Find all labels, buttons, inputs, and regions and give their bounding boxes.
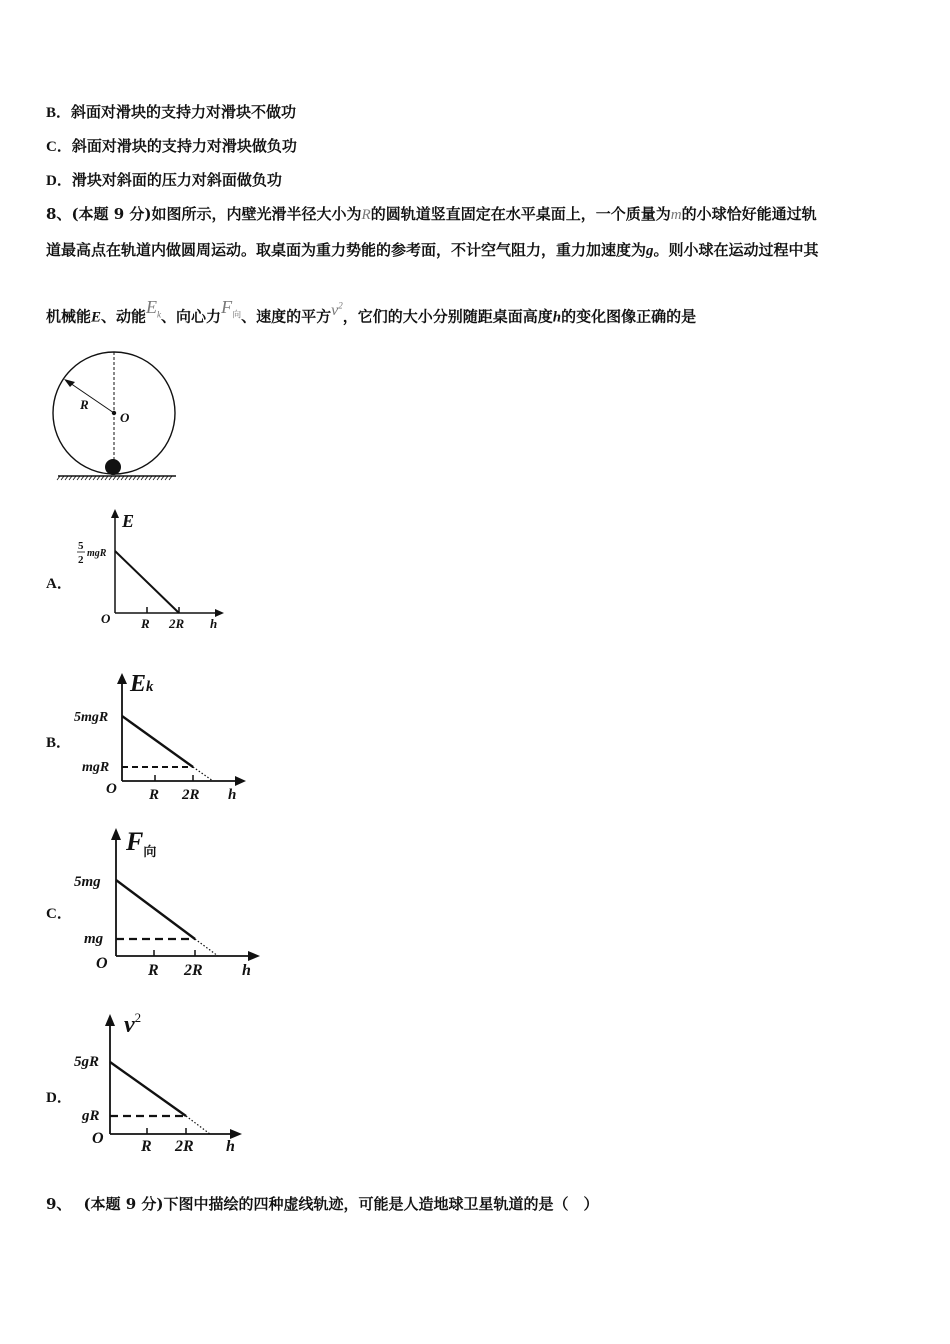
x-axis-arrow xyxy=(235,776,246,786)
symbol-g: g xyxy=(646,243,654,259)
option-label: D． xyxy=(46,173,72,189)
stem-text: 、速度的平方 xyxy=(241,307,332,326)
radius-arrow xyxy=(70,383,114,413)
option-text: 斜面对滑块的支持力对滑块做负功 xyxy=(71,137,297,155)
y-low-label: mgR xyxy=(82,760,110,775)
y-axis-label-sub: 向 xyxy=(143,844,157,859)
x-tick-2r: 2R xyxy=(175,1138,194,1155)
option-a-label: A． xyxy=(46,576,72,592)
y-axis-label-base: v xyxy=(124,1012,135,1038)
small-ball xyxy=(105,459,121,475)
x-axis-label: h xyxy=(210,616,218,631)
option-label: C． xyxy=(46,139,72,155)
x-tick-r: R xyxy=(149,787,160,803)
y-axis-label-base: E xyxy=(130,671,147,697)
origin-label: O xyxy=(92,1130,104,1147)
symbol-v-sup: 2 xyxy=(338,301,343,311)
symbol-e: E xyxy=(91,309,102,326)
stem-text: 机械能 xyxy=(46,307,92,326)
y-axis-arrow xyxy=(117,673,127,684)
y-top-label: 5gR xyxy=(74,1054,100,1070)
y-axis-label: E xyxy=(122,511,135,531)
center-label: O xyxy=(120,410,130,425)
y-axis-label xyxy=(129,671,154,697)
y-axis-arrow xyxy=(111,509,119,518)
question-number: 9、 xyxy=(46,1195,72,1213)
x-tick-2r: 2R xyxy=(169,616,185,631)
stem-text: 。则小球在运动过程中其 xyxy=(653,241,819,259)
question-number: 8、 xyxy=(46,205,72,223)
stem-text: 的小球恰好能通过轨 xyxy=(681,205,817,223)
origin-label: O xyxy=(106,781,117,797)
x-tick-r: R xyxy=(141,1138,152,1155)
stem-text: ，它们的大小分别随距桌面高度 xyxy=(342,307,553,326)
y-axis-arrow xyxy=(105,1014,115,1026)
symbol-v-base: v xyxy=(331,302,339,320)
y-top-label: 5mg xyxy=(74,874,101,890)
y-axis-label xyxy=(124,1010,141,1038)
symbol-ek xyxy=(146,297,162,320)
q7-option-c xyxy=(46,136,297,157)
x-tick-r: R xyxy=(148,962,159,979)
center-point xyxy=(112,411,116,415)
graph-b xyxy=(70,665,260,805)
symbol-v2 xyxy=(331,302,343,319)
y-axis-label xyxy=(125,827,156,859)
y-top-label: mgR xyxy=(87,548,107,559)
q8-stem-line3 xyxy=(46,297,697,333)
symbol-f xyxy=(221,297,242,320)
x-tick-2r: 2R xyxy=(182,787,200,803)
q7-option-b xyxy=(46,102,296,123)
y-axis-label-sup: 2 xyxy=(134,1010,142,1025)
kinetic-line xyxy=(122,716,193,767)
y-axis-label-sub: k xyxy=(146,679,154,695)
force-line-dotted xyxy=(195,939,218,956)
x-tick-r: R xyxy=(141,616,150,631)
option-b-label: B． xyxy=(46,735,72,751)
symbol-h: h xyxy=(552,309,562,326)
y-top-denominator: 2 xyxy=(78,554,84,566)
question-score: (本题 9 分) xyxy=(83,1195,164,1213)
question-score: (本题 9 分) xyxy=(71,205,152,223)
symbol-m: m xyxy=(670,207,682,223)
q9-stem xyxy=(46,1194,599,1214)
symbol-f-base: F xyxy=(221,297,233,318)
option-text: 滑块对斜面的压力对斜面做负功 xyxy=(71,171,282,189)
stem-text: 、动能 xyxy=(101,307,147,326)
stem-text: 、向心力 xyxy=(161,307,222,326)
origin-label: O xyxy=(101,611,111,626)
x-axis-label: h xyxy=(228,787,237,803)
x-axis-label: h xyxy=(226,1138,235,1155)
x-tick-2r: 2R xyxy=(184,962,203,979)
symbol-r: R xyxy=(361,207,371,223)
y-top-numerator: 5 xyxy=(78,540,84,552)
q7-option-d xyxy=(46,170,282,191)
y-axis-label-base: F xyxy=(126,827,144,856)
symbol-ek-sub: k xyxy=(157,309,162,320)
origin-label: O xyxy=(96,955,108,972)
graph-c xyxy=(70,820,270,985)
kinetic-line-dotted xyxy=(193,767,213,781)
force-line xyxy=(116,880,195,939)
velocity-line-dotted xyxy=(186,1116,210,1134)
q8-stem-line1 xyxy=(46,204,817,225)
velocity-line xyxy=(110,1062,186,1116)
stem-text: 道最高点在轨道内做圆周运动。取桌面为重力势能的参考面，不计空气阻力，重力加速度为 xyxy=(46,241,647,259)
y-low-label: mg xyxy=(84,931,104,947)
y-axis-arrow xyxy=(111,828,121,840)
option-label: B． xyxy=(46,105,72,121)
option-text: 斜面对滑块的支持力对滑块不做功 xyxy=(71,103,297,121)
stem-text: 如图所示，内壁光滑半径大小为 xyxy=(151,205,362,223)
symbol-f-sub: 向 xyxy=(232,309,242,320)
stem-text: 的变化图像正确的是 xyxy=(561,307,697,326)
y-low-label: gR xyxy=(82,1108,100,1124)
stem-text: 的圆轨道竖直固定在水平桌面上，一个质量为 xyxy=(370,205,671,223)
option-c-label: C． xyxy=(46,906,72,922)
symbol-ek-base: E xyxy=(146,297,158,318)
circle-track-figure xyxy=(50,345,190,485)
option-d-label: D． xyxy=(46,1090,72,1106)
energy-line xyxy=(115,551,179,613)
stem-text: 下图中描绘的四种虚线轨迹，可能是人造地球卫星轨道的是（ ） xyxy=(163,1195,599,1213)
x-axis-label: h xyxy=(242,962,251,979)
graph-a xyxy=(70,505,240,635)
graph-d xyxy=(70,1008,260,1158)
y-top-label: 5mgR xyxy=(74,710,109,725)
radius-label: R xyxy=(80,397,89,412)
q8-stem-line2 xyxy=(46,240,819,261)
x-axis-arrow xyxy=(248,951,260,961)
